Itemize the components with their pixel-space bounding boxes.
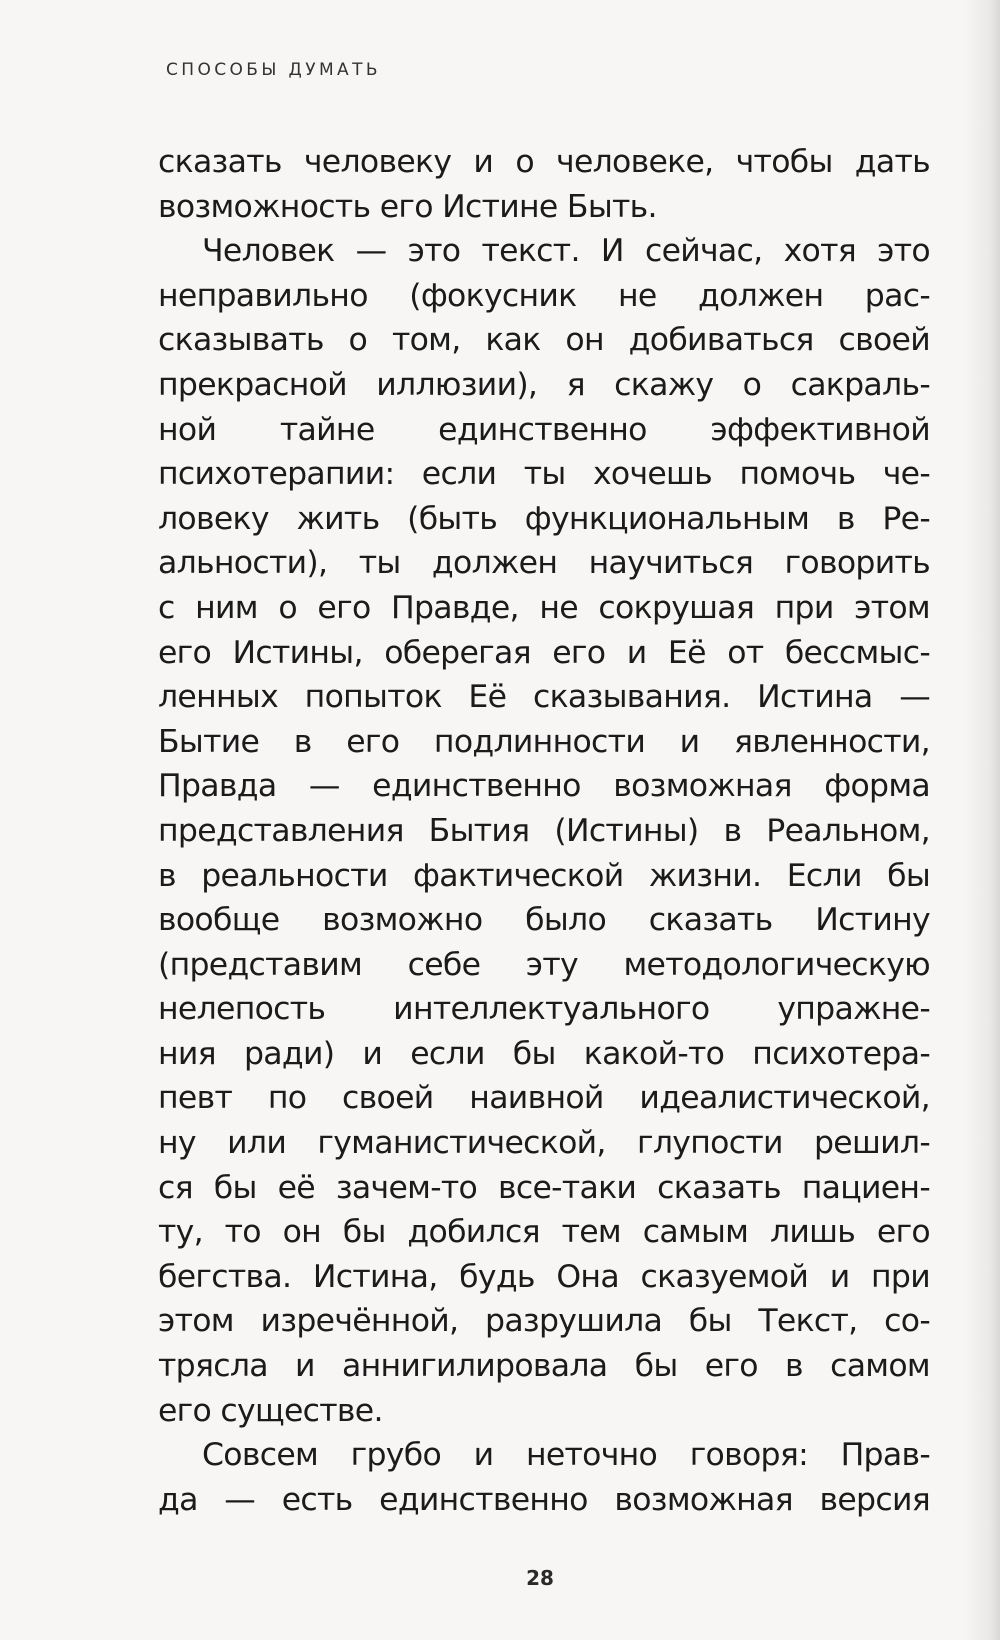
text-line: нелепость интеллектуального упражне-: [158, 991, 930, 1028]
text-line: возможность его Истине Быть.: [158, 188, 657, 225]
text-line: ну или гуманистической, глупости решил-: [158, 1125, 930, 1162]
text-line: с ним о его Правде, не сокрушая при этом: [158, 589, 930, 626]
text-line: Совсем грубо и неточно говоря: Прав-: [202, 1437, 930, 1474]
text-line: ту, то он бы добился тем самым лишь его: [158, 1214, 930, 1251]
text-line: представления Бытия (Истины) в Реальном,: [158, 812, 930, 849]
text-line: певт по своей наивной идеалистической,: [158, 1080, 930, 1117]
text-line: трясла и аннигилировала бы его в самом: [158, 1348, 930, 1385]
text-line: прекрасной иллюзии), я скажу о сакраль-: [158, 366, 930, 403]
text-line: в реальности фактической жизни. Если бы: [158, 857, 930, 894]
text-line: сказывать о том, как он добиваться своей: [158, 322, 930, 359]
text-line: ной тайне единственно эффективной: [158, 411, 930, 448]
text-line: ния ради) и если бы какой-то психотера-: [158, 1035, 930, 1072]
body-text: [158, 140, 930, 1522]
text-line: (представим себе эту методологическую: [158, 946, 930, 983]
text-line: сказать человеку и о человеке, чтобы дать: [158, 144, 930, 180]
text-line: ленных попыток Её сказывания. Истина —: [158, 679, 930, 716]
text-line: бегства. Истина, будь Она сказуемой и при: [158, 1258, 930, 1295]
text-line: Бытие в его подлинности и явленности,: [158, 723, 930, 760]
text-line: этом изречённой, разрушила бы Текст, со-: [158, 1303, 930, 1340]
text-line: вообще возможно было сказать Истину: [158, 902, 930, 939]
text-line: альности), ты должен научиться говорить: [158, 545, 930, 582]
text-line: ся бы её зачем-то все-таки сказать пациен-: [158, 1169, 930, 1206]
text-line: его Истины, оберегая его и Её от бессмыс-: [158, 634, 930, 671]
text-line: Правда — единственно возможная форма: [158, 768, 930, 805]
text-line: ловеку жить (быть функциональным в Ре-: [158, 500, 930, 537]
page-edge-shadow: [962, 0, 1000, 1640]
text-line: неправильно (фокусник не должен рас-: [158, 277, 930, 314]
text-line: его существе.: [158, 1392, 383, 1429]
text-line: да — есть единственно возможная версия: [158, 1481, 930, 1518]
text-line: Человек — это текст. И сейчас, хотя это: [202, 233, 930, 270]
running-header: СПОСОБЫ ДУМАТЬ: [166, 60, 381, 80]
text-line: психотерапии: если ты хочешь помочь че-: [158, 456, 930, 493]
page-number: 28: [526, 1566, 554, 1590]
